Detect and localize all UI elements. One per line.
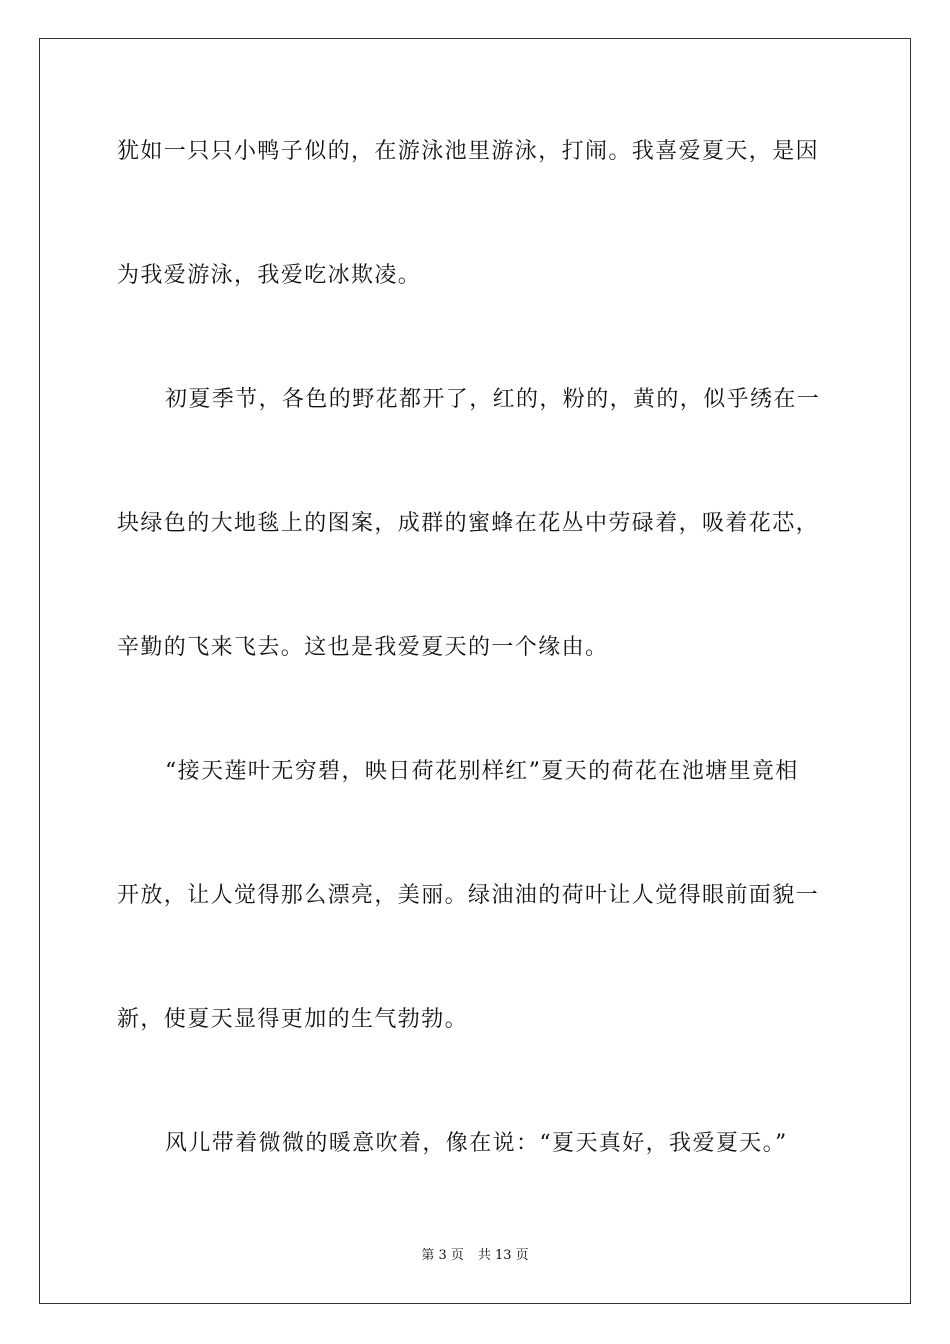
body-line-1: 犹如一只只小鸭子似的，在游泳池里游泳，打闹。我喜爱夏天，是因 — [117, 139, 820, 164]
body-line-9: 风儿带着微微的暖意吹着，像在说：“夏天真好，我爱夏天。” — [165, 1131, 788, 1156]
body-line-5: 辛勤的飞来飞去。这也是我爱夏天的一个缘由。 — [117, 635, 609, 660]
page-number: 第 3 页 — [421, 1248, 464, 1263]
body-line-3: 初夏季节，各色的野花都开了，红的，粉的，黄的，似乎绣在一 — [165, 387, 821, 412]
page-border — [39, 38, 911, 1304]
page-total: 共 13 页 — [477, 1248, 529, 1263]
body-line-4: 块绿色的大地毯上的图案，成群的蜜蜂在花丛中劳碌着，吸着花芯， — [117, 511, 820, 536]
body-line-6: “接天莲叶无穷碧，映日荷花别样红”夏天的荷花在池塘里竟相 — [165, 759, 799, 784]
page-footer — [0, 1247, 950, 1265]
body-line-2: 为我爱游泳，我爱吃冰欺凌。 — [117, 263, 422, 288]
body-line-8: 新，使夏天显得更加的生气勃勃。 — [117, 1007, 469, 1032]
body-line-7: 开放，让人觉得那么漂亮，美丽。绿油油的荷叶让人觉得眼前面貌一 — [117, 883, 820, 908]
